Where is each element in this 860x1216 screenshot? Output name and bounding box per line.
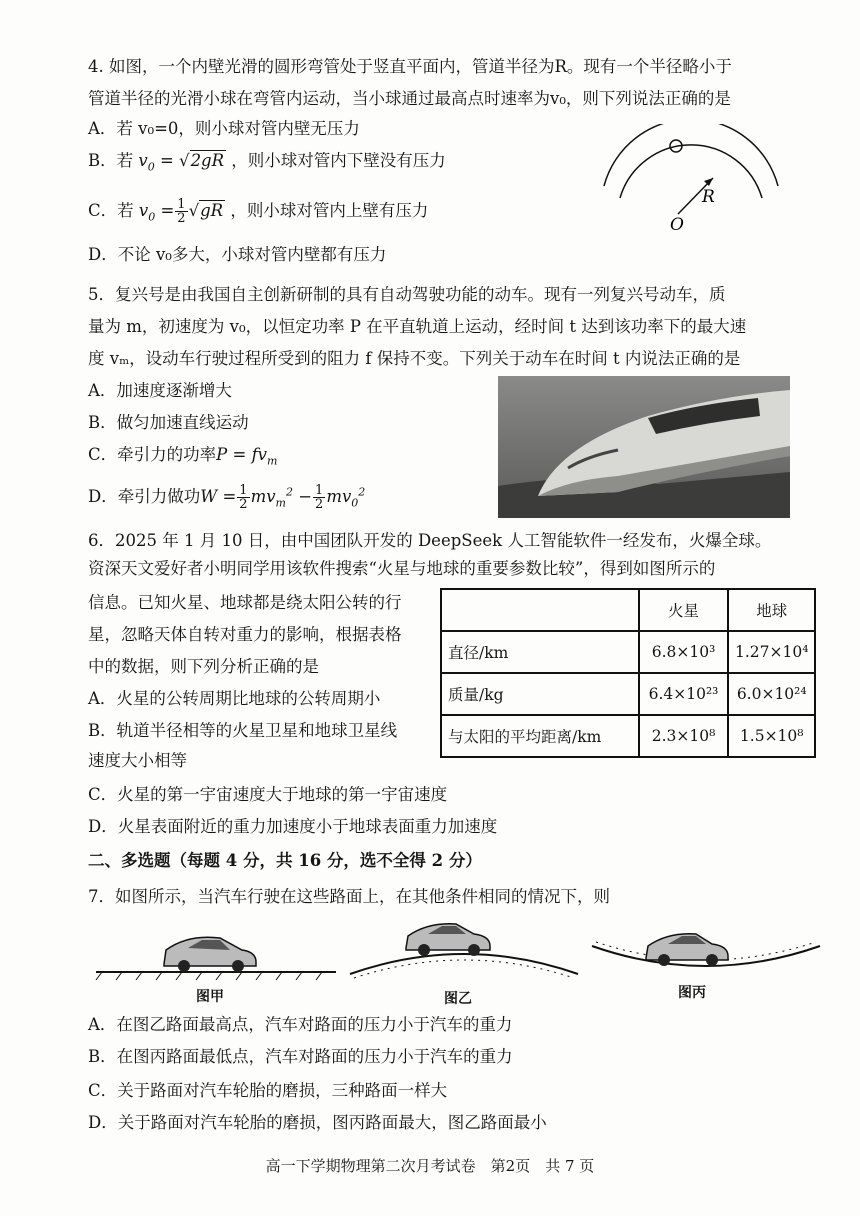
train-photo (498, 376, 790, 518)
table-row (441, 715, 815, 757)
q6-stem-line1: 6．2025 年 1 月 10 日，由中国团队开发的 DeepSeek 人工智能软件一经发布，火爆全球。 (88, 531, 772, 550)
q6-stem-line4: 星，忽略天体自转对重力的影响，根据表格 (88, 625, 402, 644)
q7-option-d: D．关于路面对汽车轮胎的磨损，图丙路面最大，图乙路面最小 (88, 1113, 547, 1132)
table-row (441, 673, 815, 715)
road-convex-figure (346, 914, 582, 980)
page-footer: 高一下学期物理第二次月考试卷 第2页 共 7 页 (265, 1157, 595, 1175)
car-icon (164, 937, 256, 972)
q7-option-a: A．在图乙路面最高点，汽车对路面的压力小于汽车的重力 (88, 1015, 513, 1034)
q4-option-b-prefix: B．若 (88, 151, 134, 170)
planet-comparison-table (440, 588, 816, 758)
convex-road (350, 954, 578, 974)
row-label: 质量/kg (441, 673, 639, 715)
road-concave-figure (588, 926, 824, 978)
q7-option-c: C．关于路面对汽车轮胎的磨损，三种路面一样大 (88, 1081, 448, 1100)
q6-option-c: C．火星的第一宇宙速度大于地球的第一宇宙速度 (88, 785, 448, 804)
table-row (441, 631, 815, 673)
mars-value: 6.4×10²³ (639, 673, 728, 715)
center-label: O (670, 215, 684, 235)
q4-option-b-suffix: ，则小球对管内下壁没有压力 (231, 151, 446, 170)
mars-value: 6.8×10³ (639, 631, 728, 673)
row-label: 直径/km (441, 631, 639, 673)
pipe-inner-arc (620, 145, 762, 198)
earth-value: 1.5×10⁸ (728, 715, 815, 757)
q4-option-c: C．若 $v_0$ = $\frac{1}{2}$ √gR ，则小球对管内上壁有压力 (88, 197, 429, 226)
q5-stem-line1: 5．复兴号是由我国自主创新研制的具有自动驾驶功能的动车。现有一列复兴号动车，质 (88, 285, 726, 304)
q6-option-a: A．火星的公转周期比地球的公转周期小 (88, 689, 381, 708)
q5-option-d-prefix: D．牵引力做功 (88, 487, 201, 506)
q4-option-a: A．若 v₀=0，则小球对管内壁无压力 (88, 119, 360, 138)
q5-option-a: A．加速度逐渐增大 (88, 381, 232, 400)
q5-option-c-prefix: C．牵引力的功率 (88, 445, 217, 464)
table-header-cell: 火星 (639, 589, 728, 631)
q5-stem-line2: 量为 m，初速度为 v₀，以恒定功率 P 在平直轨道上运动，经时间 t 达到该功率下的最大速 (88, 317, 747, 336)
q6-option-b-line1: B．轨道半径相等的火星卫星和地球卫星线 (88, 721, 398, 740)
q4-option-c-prefix: C．若 (88, 201, 134, 220)
pipe-figure (596, 124, 786, 236)
q7-stem: 7．如图所示，当汽车行驶在这些路面上，在其他条件相同的情况下，则 (88, 887, 610, 906)
q7-option-b: B．在图丙路面最低点，汽车对路面的压力小于汽车的重力 (88, 1047, 513, 1066)
q5-option-b: B．做匀加速直线运动 (88, 413, 249, 432)
caption-yi: 图乙 (444, 991, 472, 1007)
q4-option-c-suffix: ，则小球对管内上壁有压力 (230, 201, 429, 220)
q4-stem-line2: 管道半径的光滑小球在弯管内运动，当小球通过最高点时速率为v₀，则下列说法正确的是 (88, 89, 731, 108)
q5-option-d: D．牵引力做功W = $\frac{1}{2}$ $mv_m^2$ − $\frac{1}{2}$ $mv_0^2$ (88, 483, 366, 512)
q4-option-d: D．不论 v₀多大，小球对管内壁都有压力 (88, 245, 387, 264)
q6-option-b-line2: 速度大小相等 (88, 751, 187, 770)
table-header-row (441, 589, 815, 631)
road-flat-figure (92, 926, 342, 986)
q6-option-d: D．火星表面附近的重力加速度小于地球表面重力加速度 (88, 817, 498, 836)
car-icon (406, 924, 490, 956)
earth-value: 1.27×10⁴ (728, 631, 815, 673)
q6-stem-line5: 中的数据，则下列分析正确的是 (88, 657, 319, 676)
row-label: 与太阳的平均距离/km (441, 715, 639, 757)
car-icon (646, 934, 728, 966)
radius-label: R (702, 187, 715, 207)
q4-option-b: B．若 $v_0 = √2gR$ ，则小球对管内下壁没有压力 (88, 151, 446, 174)
caption-bing: 图丙 (678, 985, 706, 1001)
q5-option-c: C．牵引力的功率$P = fv_m$ (88, 445, 278, 468)
q4-stem-line1: 4. 如图，一个内壁光滑的圆形弯管处于竖直平面内，管道半径为R。现有一个半径略小于 (88, 57, 732, 76)
table-header-cell: 地球 (728, 589, 815, 631)
caption-jia: 图甲 (196, 989, 224, 1005)
q6-stem-line2: 资深天文爱好者小明同学用该软件搜索“火星与地球的重要参数比较”，得到如图所示的 (88, 559, 716, 578)
mars-value: 2.3×10⁸ (639, 715, 728, 757)
section-title: 二、多选题（每题 4 分，共 16 分，选不全得 2 分） (88, 851, 482, 870)
q6-stem-line3: 信息。已知火星、地球都是绕太阳公转的行 (88, 593, 402, 612)
earth-value: 6.0×10²⁴ (728, 673, 815, 715)
table-header-cell (441, 589, 639, 631)
q5-stem-line3: 度 vₘ，设动车行驶过程所受到的阻力 f 保持不变。下列关于动车在时间 t 内说法正确的是 (88, 349, 741, 368)
